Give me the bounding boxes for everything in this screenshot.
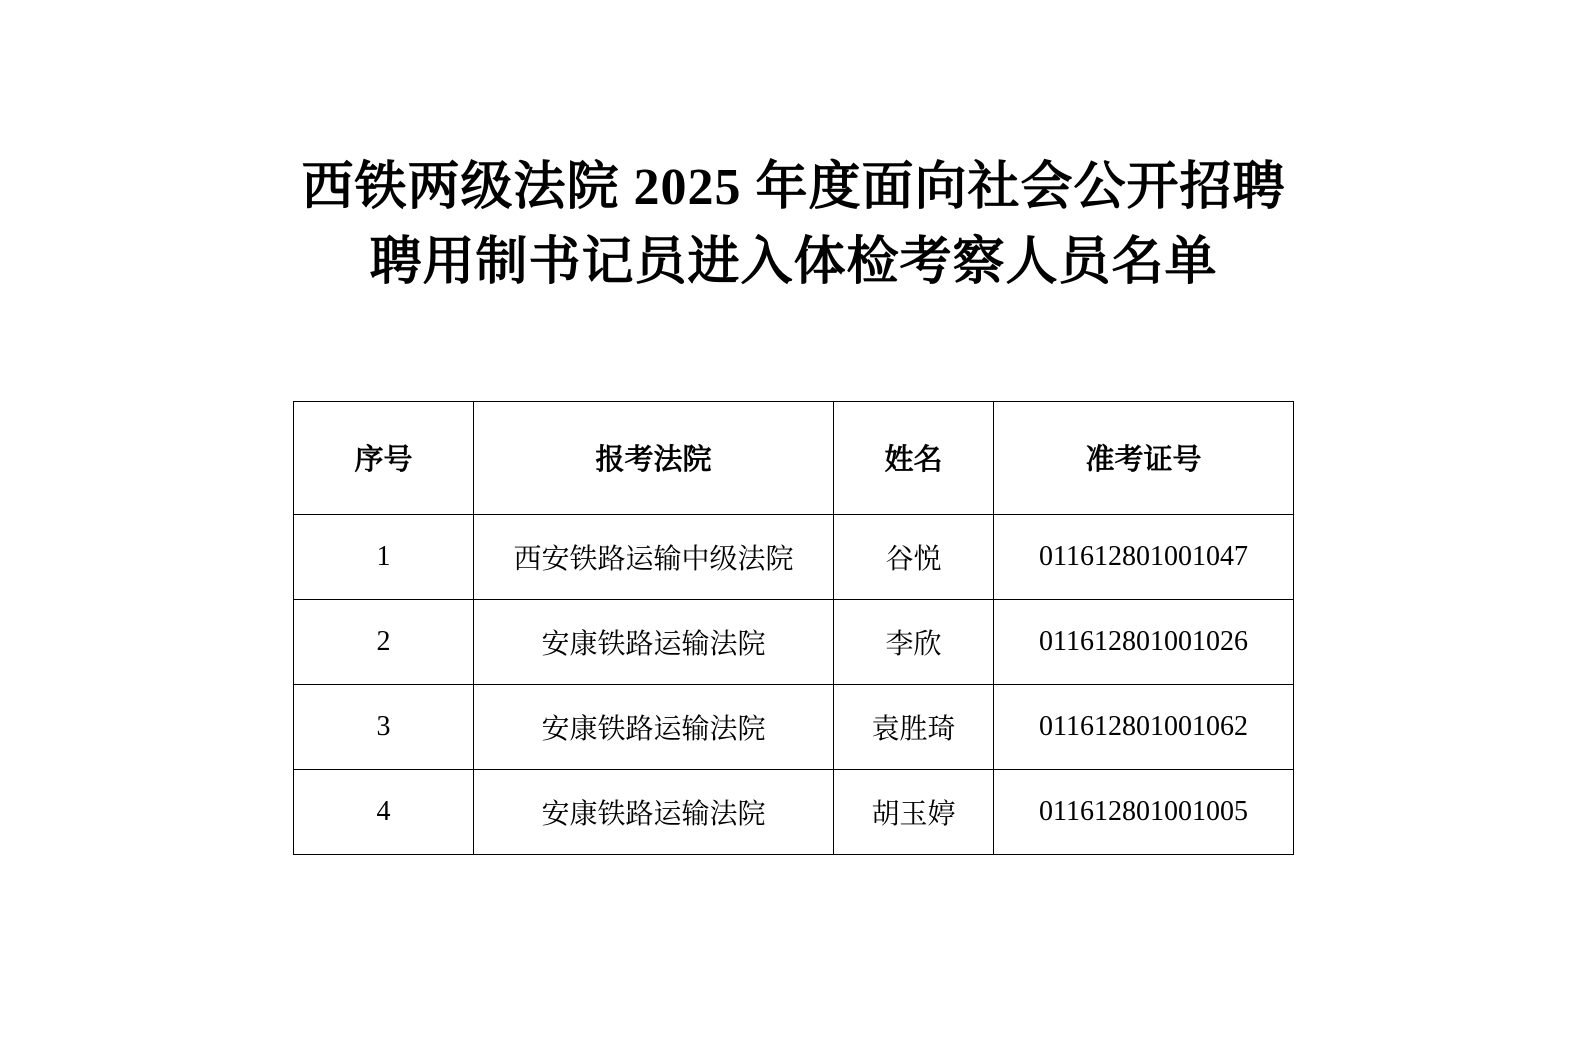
column-header-index: 序号: [294, 401, 474, 514]
table-header-row: [294, 401, 1294, 514]
table-row: [294, 684, 1294, 769]
roster-table-container: [0, 401, 1587, 855]
cell-index: 2: [294, 599, 474, 684]
table-row: [294, 769, 1294, 854]
cell-court: 安康铁路运输法院: [474, 684, 834, 769]
cell-admission-number: 011612801001005: [994, 769, 1294, 854]
table-body: [294, 514, 1294, 854]
cell-name: 谷悦: [834, 514, 994, 599]
cell-court: 安康铁路运输法院: [474, 769, 834, 854]
cell-index: 4: [294, 769, 474, 854]
cell-court: 西安铁路运输中级法院: [474, 514, 834, 599]
cell-admission-number: 011612801001026: [994, 599, 1294, 684]
roster-table: [293, 401, 1294, 855]
cell-name: 李欣: [834, 599, 994, 684]
cell-court: 安康铁路运输法院: [474, 599, 834, 684]
page-title: [0, 0, 1587, 301]
table-row: [294, 599, 1294, 684]
column-header-name: 姓名: [834, 401, 994, 514]
page-title-line-2: 聘用制书记员进入体检考察人员名单: [369, 234, 1218, 292]
cell-name: 胡玉婷: [834, 769, 994, 854]
column-header-admission-number: 准考证号: [994, 401, 1294, 514]
cell-name: 袁胜琦: [834, 684, 994, 769]
cell-index: 3: [294, 684, 474, 769]
page-title-line-1: 西铁两级法院 2025 年度面向社会公开招聘: [301, 159, 1286, 216]
table-header: [294, 401, 1294, 514]
cell-admission-number: 011612801001062: [994, 684, 1294, 769]
cell-index: 1: [294, 514, 474, 599]
column-header-court: 报考法院: [474, 401, 834, 514]
cell-admission-number: 011612801001047: [994, 514, 1294, 599]
table-row: [294, 514, 1294, 599]
